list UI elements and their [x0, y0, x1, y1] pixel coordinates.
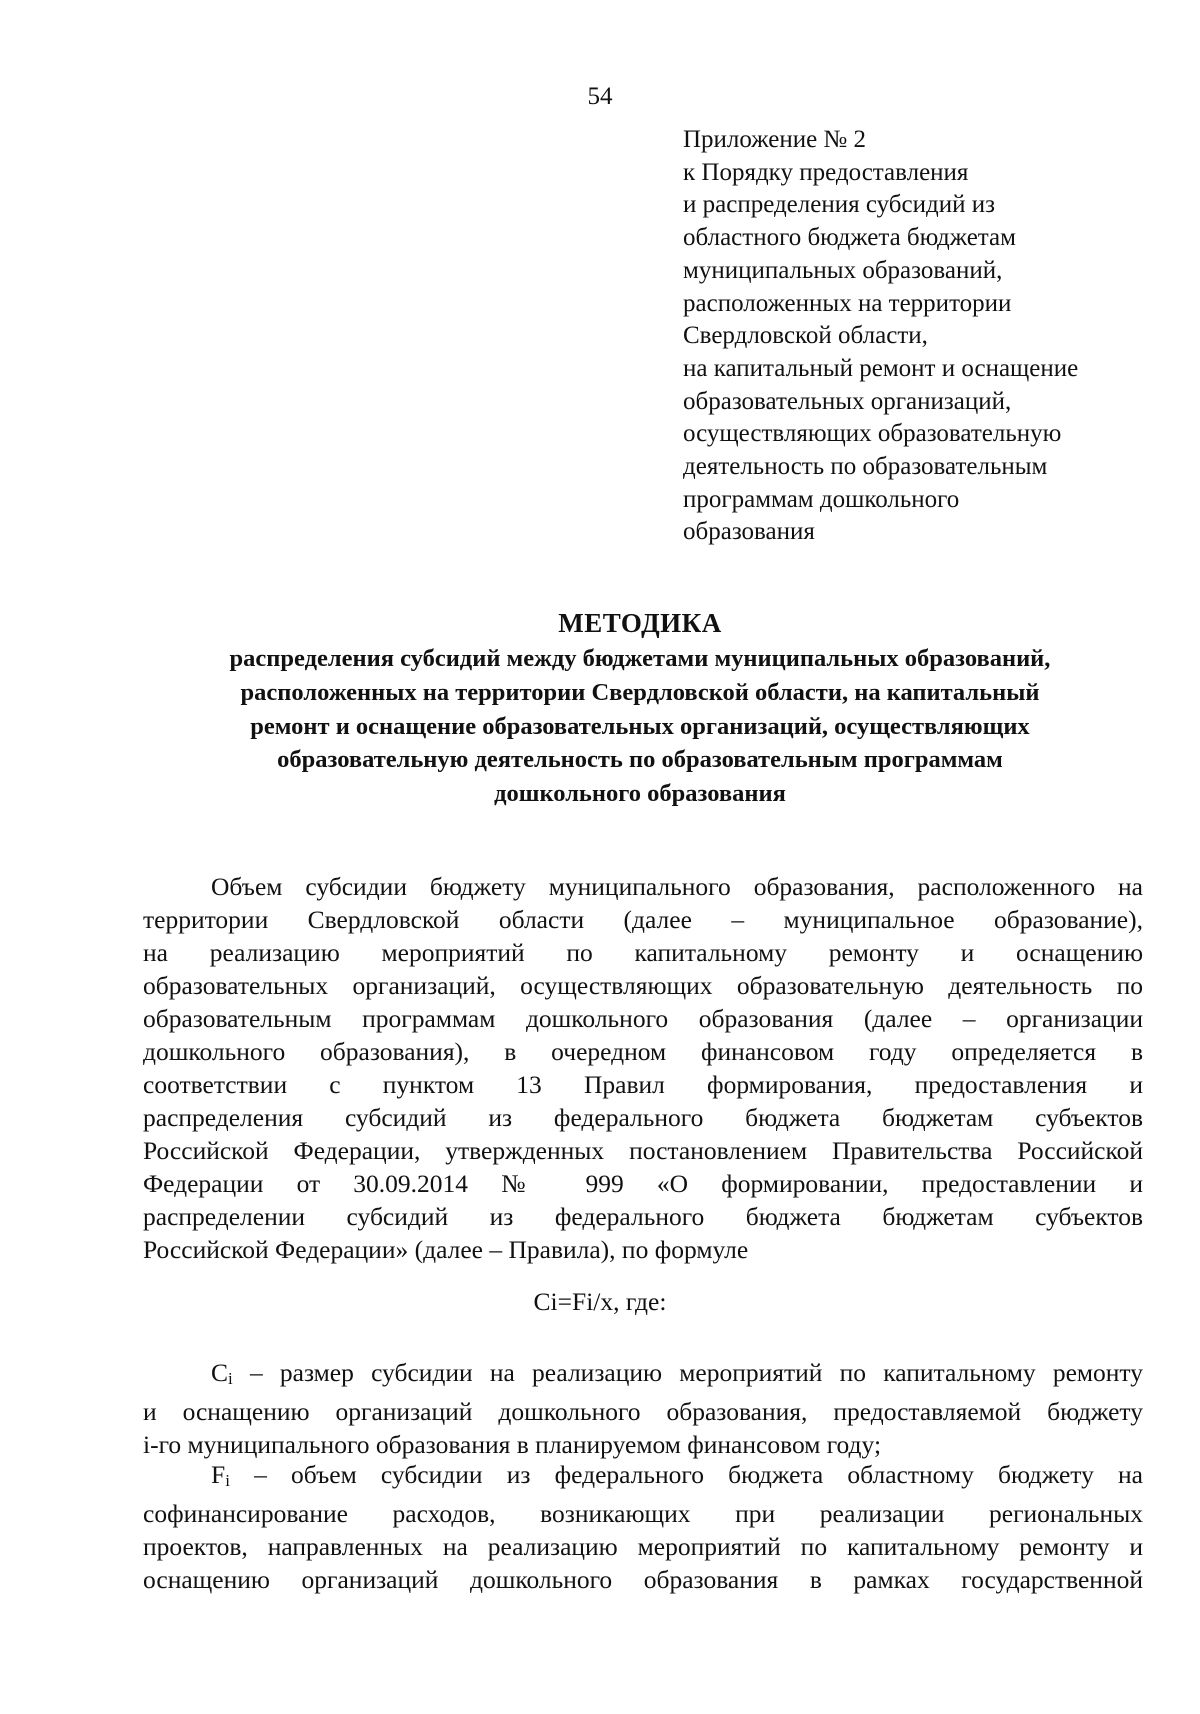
document-heading: [130, 604, 1150, 811]
appendix-line: образования: [683, 518, 815, 546]
paragraph-line: Российской Федерации» (далее – Правила), по формуле: [143, 1235, 749, 1264]
paragraph-line: оснащению организаций дошкольного образования в рамках государственной: [143, 1565, 1143, 1594]
paragraph-line: Объем субсидии бюджету муниципального образования, расположенного на: [211, 872, 1143, 901]
paragraph-line: территории Свердловской области (далее – муниципальное образование),: [143, 905, 1143, 934]
document-subtitle-line: ремонт и оснащение образовательных организаций, осуществляющих: [250, 712, 1030, 740]
document-subtitle-line: образовательную деятельность по образовательным программам: [277, 746, 1003, 774]
paragraph-line: софинансирование расходов, возникающих при реализации региональных: [143, 1499, 1143, 1528]
appendix-line: осуществляющих образовательную: [683, 420, 1062, 448]
appendix-line: Приложение № 2: [683, 126, 867, 153]
appendix-line: расположенных на территории: [683, 289, 1012, 317]
paragraph-line: распределении субсидий из федерального бюджета бюджетам субъектов: [143, 1202, 1143, 1231]
paragraph-line: распределения субсидий из федерального бюджета бюджетам субъектов: [143, 1103, 1143, 1132]
document-subtitle-line: распределения субсидий между бюджетами муниципальных образований,: [229, 645, 1051, 672]
document-title: МЕТОДИКА: [558, 608, 722, 638]
variable-subscript: i: [228, 1369, 233, 1388]
variable-subscript: i: [225, 1471, 230, 1490]
formula: Ci=Fi/x, где:: [533, 1287, 667, 1316]
paragraph-line: Федерации от 30.09.2014 № 999 «О формировании, предоставлении и: [143, 1169, 1143, 1198]
document-subtitle-line: расположенных на территории Свердловской области, на капитальный: [240, 678, 1040, 706]
appendix-line: областного бюджета бюджетам: [683, 224, 1016, 252]
paragraph-subsidy-volume: [143, 870, 1143, 1266]
paragraph-line: соответствии с пунктом 13 Правил формирования, предоставления и: [143, 1070, 1143, 1099]
appendix-line: Свердловской области,: [683, 322, 928, 350]
variable-symbol: C: [211, 1358, 229, 1387]
appendix-line: образовательных организаций,: [683, 387, 1012, 415]
paragraph-line: Российской Федерации, утвержденных постановлением Правительства Российской: [143, 1136, 1143, 1165]
paragraph-line: образовательным программам дошкольного образования (далее – организации: [143, 1004, 1143, 1033]
paragraph-line: i-го муниципального образования в планируемом финансовом году;: [143, 1430, 882, 1459]
document-subtitle-line: дошкольного образования: [494, 780, 786, 808]
appendix-line: муниципальных образований,: [683, 256, 1003, 284]
paragraph-line: и оснащению организаций дошкольного образования, предоставляемой бюджету: [143, 1397, 1143, 1426]
appendix-line: к Порядку предоставления: [683, 158, 969, 186]
paragraph-line: [143, 1458, 1143, 1497]
page-number: 54: [587, 83, 613, 110]
paragraph-line: дошкольного образования), в очередном финансовом году определяется в: [143, 1037, 1143, 1066]
appendix-line: на капитальный ремонт и оснащение: [683, 354, 1079, 382]
variable-symbol: F: [211, 1460, 226, 1489]
appendix-line: деятельность по образовательным: [683, 453, 1048, 481]
paragraph-line: [143, 1356, 1143, 1395]
paragraph-line: образовательных организаций, осуществляющих образовательную деятельность по: [143, 971, 1143, 1000]
paragraph-line: проектов, направленных на реализацию мероприятий по капитальному ремонту и: [143, 1532, 1143, 1561]
paragraph-fi-definition: [143, 1458, 1143, 1596]
paragraph-ci-definition: [143, 1356, 1143, 1461]
paragraph-line: на реализацию мероприятий по капитальному ремонту и оснащению: [143, 938, 1143, 967]
appendix-line: программам дошкольного: [683, 485, 960, 513]
appendix-reference: [683, 124, 1163, 549]
paragraph-line-text: – объем субсидии из федерального бюджета областному бюджету на: [229, 1460, 1143, 1489]
paragraph-line-text: – размер субсидии на реализацию мероприятий по капитальному ремонту: [232, 1358, 1143, 1387]
appendix-line: и распределения субсидий из: [683, 191, 995, 219]
